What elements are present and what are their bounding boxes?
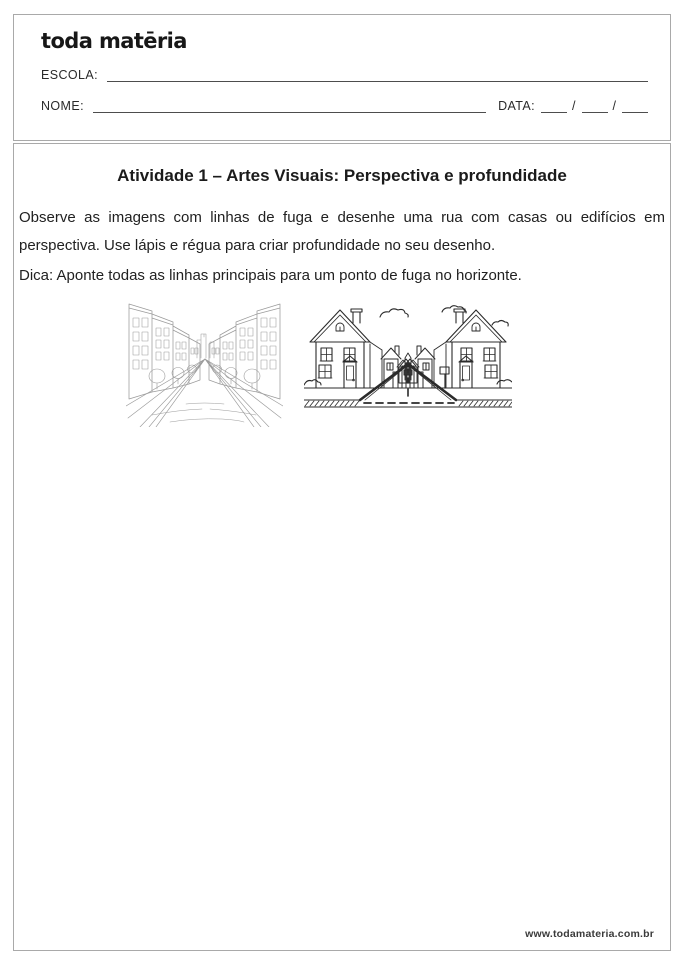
name-field-row bbox=[41, 99, 648, 113]
date-year-line bbox=[622, 99, 648, 113]
name-label: NOME: bbox=[41, 99, 84, 113]
school-label: ESCOLA: bbox=[41, 68, 98, 82]
brand-logo: toda matēria bbox=[41, 29, 187, 53]
date-day-line bbox=[541, 99, 567, 113]
houses-street-drawing-image bbox=[304, 301, 512, 414]
activity-card bbox=[13, 143, 671, 951]
date-field-group bbox=[498, 99, 648, 113]
instructions-text: Observe as imagens com linhas de fuga e desenhe uma rua com casas ou edifícios em perspectiva. Use lápis e régua para criar profundidade no seu desenho. bbox=[19, 209, 665, 254]
header-card bbox=[13, 14, 671, 141]
name-fill-line bbox=[93, 99, 486, 113]
footer-url: www.todamateria.com.br bbox=[525, 928, 654, 940]
school-field-row bbox=[41, 68, 648, 82]
date-slash: / bbox=[612, 99, 616, 113]
date-slash: / bbox=[572, 99, 576, 113]
city-street-sketch-image bbox=[126, 296, 283, 427]
tip-text: Dica: Aponte todas as linhas principais para um ponto de fuga no horizonte. bbox=[19, 267, 522, 284]
school-fill-line bbox=[107, 68, 648, 82]
date-label: DATA: bbox=[498, 99, 536, 113]
reference-images-row bbox=[126, 296, 665, 427]
activity-title: Atividade 1 – Artes Visuais: Perspectiva e profundidade bbox=[117, 166, 567, 185]
date-month-line bbox=[582, 99, 608, 113]
